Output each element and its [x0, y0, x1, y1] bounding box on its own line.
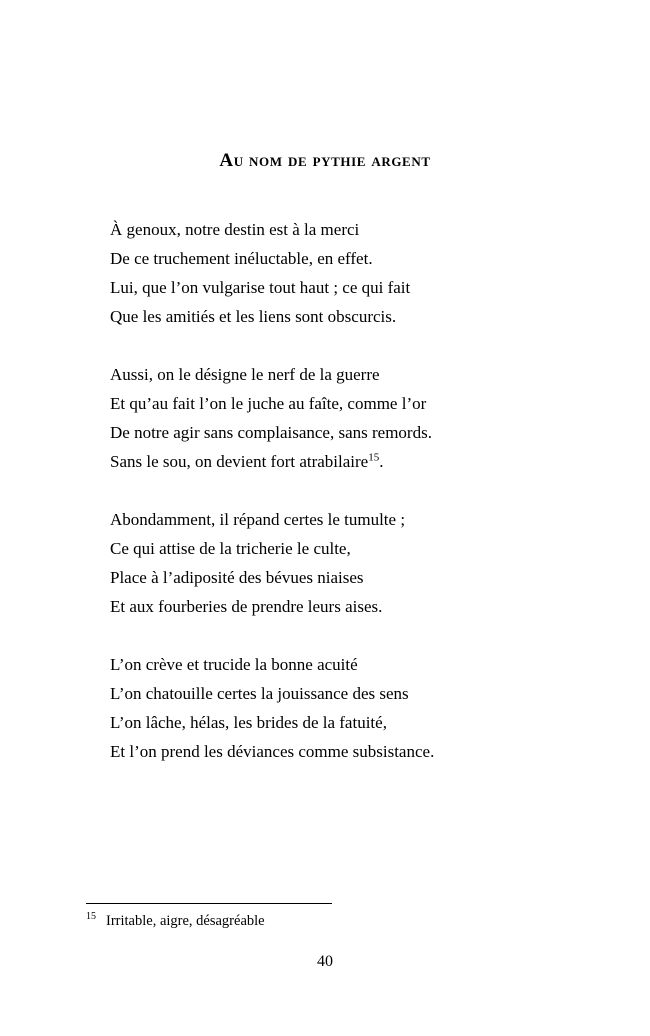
poem-title: Au nom de pythie argent: [219, 150, 431, 171]
poem-line: Et l’on prend les déviances comme subsistance.: [110, 742, 435, 761]
poem-line: Et aux fourberies de prendre leurs aises.: [110, 597, 383, 616]
page-number: 40: [317, 953, 333, 970]
poem-line: L’on crève et trucide la bonne acuité: [110, 655, 358, 674]
poem: [110, 215, 570, 766]
poem-line: De ce truchement inéluctable, en effet.: [110, 249, 373, 268]
footnote-separator: [86, 903, 332, 904]
poem-line: Lui, que l’on vulgarise tout haut ; ce qui fait: [110, 278, 411, 297]
footnote-text: Irritable, aigre, désagréable: [106, 913, 265, 929]
poem-line: Sans le sou, on devient fort atrabilaire$^{15}$.: [110, 451, 384, 471]
poem-line: À genoux, notre destin est à la merci: [110, 220, 360, 239]
stanza: [110, 215, 570, 331]
footnote: [86, 911, 650, 931]
footnote-marker: 15: [86, 911, 96, 923]
poem-line: De notre agir sans complaisance, sans remords.: [110, 423, 432, 442]
poem-line: Aussi, on le désigne le nerf de la guerre: [110, 365, 380, 384]
stanza: [110, 360, 570, 476]
poem-line: Abondamment, il répand certes le tumulte ;: [110, 510, 406, 529]
stanza: [110, 505, 570, 621]
footnote-reference: 15: [368, 451, 380, 464]
poem-line: L’on chatouille certes la jouissance des sens: [110, 684, 409, 703]
poem-line: Place à l’adiposité des bévues niaises: [110, 568, 364, 587]
poem-line: Que les amitiés et les liens sont obscurcis.: [110, 307, 397, 326]
poem-line: Ce qui attise de la tricherie le culte,: [110, 539, 351, 558]
stanza: [110, 650, 570, 766]
poem-line: L’on lâche, hélas, les brides de la fatuité,: [110, 713, 387, 732]
poem-line: Et qu’au fait l’on le juche au faîte, comme l’or: [110, 394, 427, 413]
page-footer: [0, 903, 650, 971]
